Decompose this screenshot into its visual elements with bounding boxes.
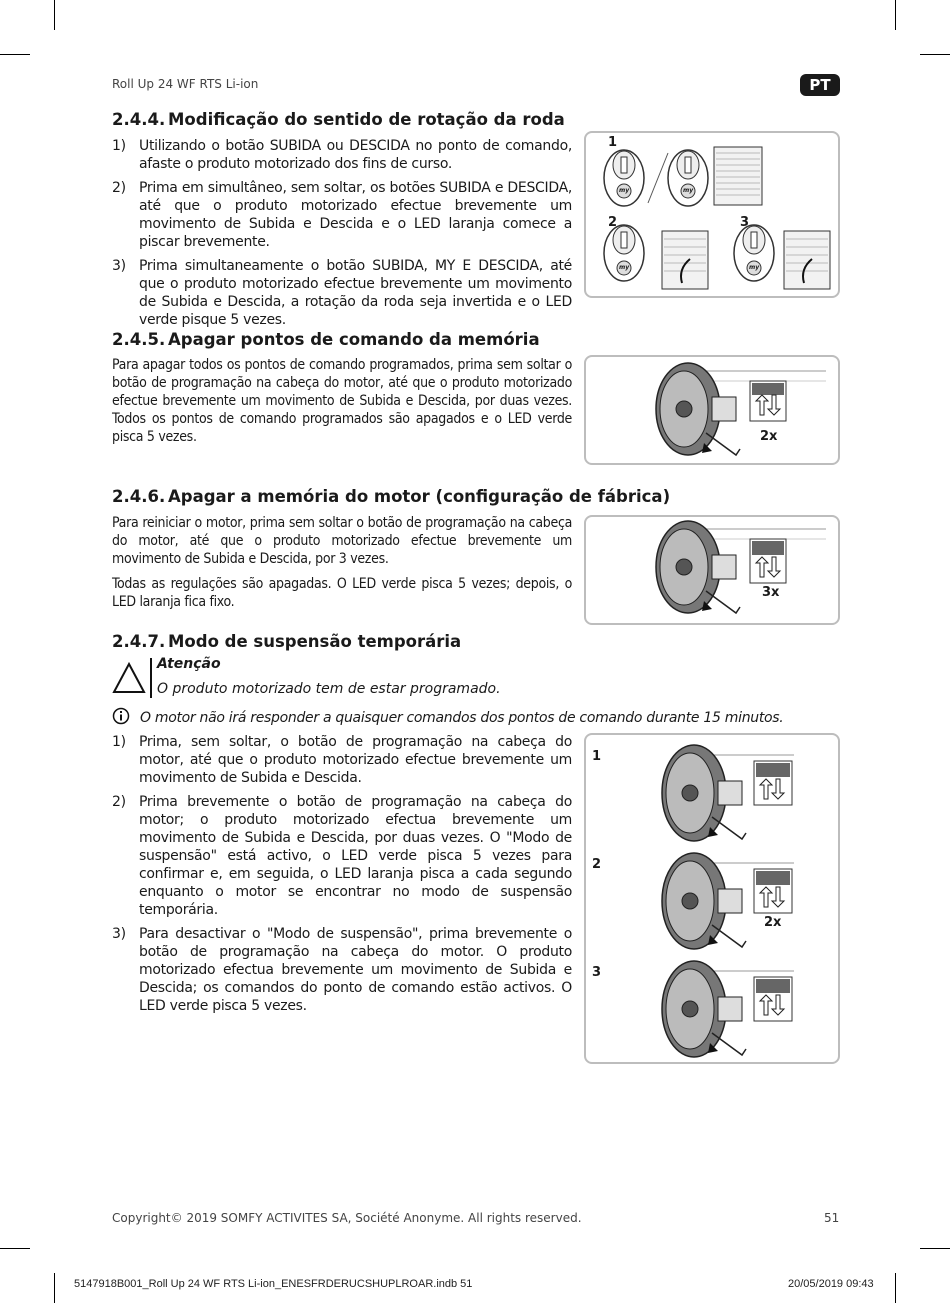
section-heading-244: 2.4.4. Modificação do sentido de rotação da roda: [112, 110, 565, 129]
section-heading-246: 2.4.6. Apagar a memória do motor (configuração de fábrica): [112, 487, 671, 506]
figure-label: 2: [592, 857, 602, 872]
crop-mark: [54, 1273, 55, 1303]
my-label: my: [749, 264, 760, 271]
figure-label: 3: [592, 965, 602, 980]
paragraph: Para reiniciar o motor, prima sem soltar o botão de programação na cabeça do motor, até que o produto motorizado efectue brevemente um movimento de Subida e Descida, por 3 vezes.: [112, 515, 572, 567]
count-label: 2x: [764, 915, 782, 930]
list-item: 3) Para desactivar o "Modo de suspensão", prima brevemente o botão de programação na cabeça do motor. O produto motorizado efectua brevemente um movimento de Subida e Descida; os comandos do ponto de comando estão activos. O LED verde pisca 5 vezes.: [112, 926, 572, 1014]
warning-text: O produto motorizado tem de estar programado.: [157, 681, 501, 697]
warning-title: Atenção: [157, 656, 221, 672]
figure-247: [584, 733, 840, 1064]
list-item: 2) Prima brevemente o botão de programação na cabeça do motor; o produto motorizado efectua brevemente um movimento de Subida e Descida, por duas vezes. O "Modo de suspensão" está activo, o LED verde pisca 5 vezes para confirmar e, em seguida, o LED laranja pisca a cada segundo enquanto o motor se encontrar no modo de suspensão temporária.: [112, 794, 572, 918]
list-item: 2) Prima em simultâneo, sem soltar, os botões SUBIDA e DESCIDA, até que o produto motorizado efectue brevemente um movimento de Subida e Descida e o LED laranja comece a piscar brevemente.: [112, 180, 572, 250]
count-label: 2x: [760, 429, 778, 444]
crop-mark: [54, 0, 55, 30]
paragraph: Todas as regulações são apagadas. O LED verde pisca 5 vezes; depois, o LED laranja fica fixo.: [112, 576, 572, 610]
section-heading-247: 2.4.7. Modo de suspensão temporária: [112, 632, 462, 651]
my-label: my: [619, 187, 630, 194]
list-item: 1) Utilizando o botão SUBIDA ou DESCIDA no ponto de comando, afaste o produto motorizado dos fins de curso.: [112, 138, 572, 172]
warning-divider: [150, 658, 152, 698]
remote-icon: [734, 225, 774, 281]
blind-icon: [784, 231, 830, 289]
crop-mark: [920, 1248, 950, 1249]
figure-245: [584, 355, 840, 465]
figure-246: [584, 515, 840, 625]
running-header: Roll Up 24 WF RTS Li-ion: [112, 77, 259, 91]
figure-label: 1: [608, 135, 618, 150]
language-badge: PT: [800, 74, 840, 96]
paragraph: Para apagar todos os pontos de comando programados, prima sem soltar o botão de programação na cabeça do motor, até que o produto motorizado efectue brevemente um movimento de Subida e Descida, por duas vezes. Todos os pontos de comando programados são apagados e o LED verde pisca 5 vezes.: [112, 357, 572, 445]
motor-head-illustration: [586, 517, 838, 623]
blind-icon: [714, 147, 762, 205]
crop-mark: [895, 0, 896, 30]
remote-icon: [604, 225, 644, 281]
blind-icon: [662, 231, 708, 289]
figure-label: 3: [740, 215, 750, 230]
warning-icon: [112, 660, 152, 700]
list-item: 1) Prima, sem soltar, o botão de programação na cabeça do motor, até que o produto motorizado efectue brevemente um movimento de Subida e Descida.: [112, 734, 572, 786]
remote-icon: [668, 150, 708, 206]
crop-mark: [0, 54, 30, 55]
my-label: my: [619, 264, 630, 271]
my-label: my: [683, 187, 694, 194]
copyright: Copyright© 2019 SOMFY ACTIVITES SA, Société Anonyme. All rights reserved.: [112, 1211, 582, 1225]
figure-244: [584, 131, 840, 298]
date-slug: 20/05/2019 09:43: [788, 1278, 874, 1290]
steps-247: [112, 733, 572, 1021]
page-number: 51: [824, 1211, 840, 1225]
figure-label: 2: [608, 215, 618, 230]
crop-mark: [920, 54, 950, 55]
crop-mark: [0, 1248, 30, 1249]
count-label: 3x: [762, 585, 780, 600]
info-icon: [112, 707, 130, 725]
file-slug: 5147918B001_Roll Up 24 WF RTS Li-ion_ENESFRDERUCSHUPLROAR.indb 51: [74, 1278, 473, 1290]
motor-head-illustration: [586, 357, 838, 463]
figure-label: 1: [592, 749, 602, 764]
section-heading-245: 2.4.5. Apagar pontos de comando da memória: [112, 330, 540, 349]
list-item: 3) Prima simultaneamente o botão SUBIDA, MY E DESCIDA, até que o produto motorizado efectue brevemente um movimento de Subida e Descida, a rotação da roda seja invertida e o LED verde pisque 5 vezes.: [112, 258, 572, 328]
remote-icon: [604, 150, 644, 206]
info-text: O motor não irá responder a quaisquer comandos dos pontos de comando durante 15 minutos.: [140, 710, 784, 726]
motor-head-sequence-illustration: [586, 735, 838, 1062]
crop-mark: [895, 1273, 896, 1303]
steps-244: [112, 137, 572, 335]
remote-control-illustration: [586, 133, 838, 296]
